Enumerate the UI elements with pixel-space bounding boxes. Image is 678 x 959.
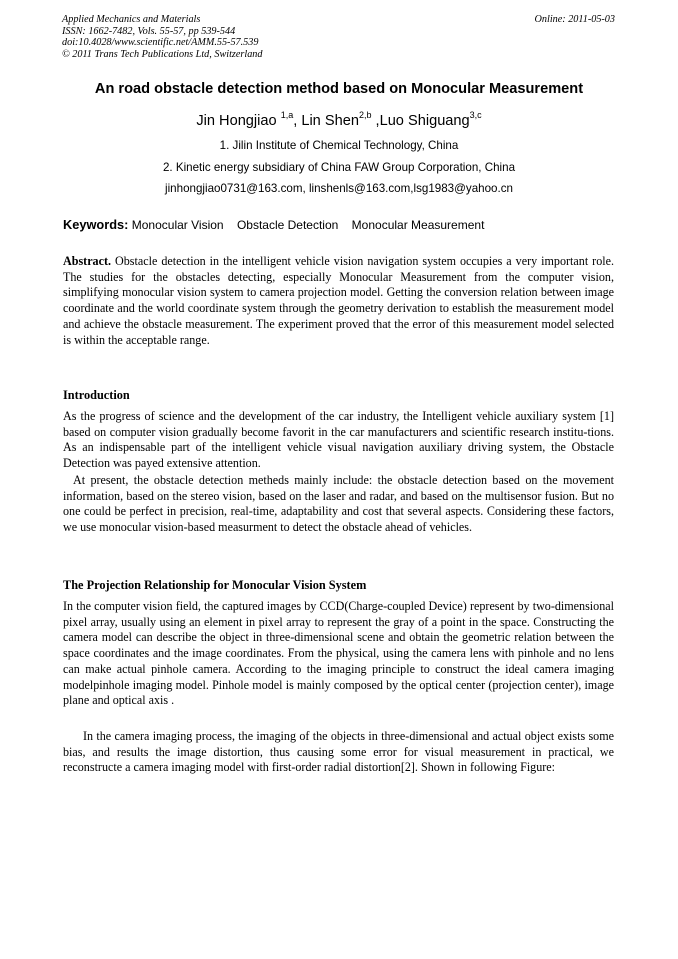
author-2: , Lin Shen — [293, 113, 359, 129]
author-1: Jin Hongjiao — [196, 113, 281, 129]
keyword-term: Monocular Vision — [131, 218, 224, 232]
affiliation-1: 1. Jilin Institute of Chemical Technology, China — [219, 139, 459, 152]
online-date: Online: 2011-05-03 — [534, 14, 615, 25]
introduction-paragraph-2: At present, the obstacle detection metheds mainly include: the obstacle detection based on the movement information, based on the stereo vision, based on the laser and radar, and based on the multisensor fusion. But no one could be perfect in precision, real-time, adaptability and cost that several aspects. Considering these factors, we use monocular vision-based measurment to detect the obstacle ahead of vehicles. — [63, 473, 614, 535]
keyword-term: Obstacle Detection — [236, 218, 339, 232]
abstract — [63, 254, 614, 348]
projection-paragraph-2: In the camera imaging process, the imaging of the objects in three-dimensional and actual object exists some bias, and results the image distortion, thus causing some error for visual measurement in practical, we reconstructe a camera imaging model with first-order radial distortion[2]. Shown in following Figure: — [63, 729, 614, 775]
author-1-affil: 1,a — [280, 110, 294, 120]
abstract-label: Abstract. — [63, 254, 112, 268]
journal-name: Applied Mechanics and Materials — [62, 14, 201, 25]
affiliation-2: 2. Kinetic energy subsidiary of China FAW Group Corporation, China — [162, 161, 516, 174]
keywords — [63, 217, 623, 232]
doi-line: doi:10.4028/www.scientific.net/AMM.55-57.539 — [62, 37, 259, 48]
paper-title: An road obstacle detection method based on Monocular Measurement — [94, 81, 584, 97]
author-emails: jinhongjiao0731@163.com, linshenls@163.com,lsg1983@yahoo.cn — [165, 182, 513, 195]
section-heading-projection: The Projection Relationship for Monocular Vision System — [63, 578, 367, 592]
keyword-term: Monocular Measurement — [351, 218, 485, 232]
projection-paragraph-1: In the computer vision field, the captured images by CCD(Charge-coupled Device) represent by two-dimensional pixel array, usually using an element in pixel array to represent the gray of a point in the space. Constructing the camera model can describe the object in three-dimensional scene and obtain the geometric relation between the space coordinates and the image coordinates. From the physical, using the camera lens with pinhole and no lens can make actual pinhole camera. According to the imaging principle to construct the ideal camera imaging modelpinhole imaging model. Pinhole model is mainly composed by the optical center (projection center), image plane and optical axis . — [63, 599, 614, 708]
author-line — [30, 110, 648, 129]
section-heading-introduction: Introduction — [63, 388, 130, 402]
author-2-affil: 2,b — [358, 110, 372, 120]
author-3-affil: 3,c — [469, 110, 482, 120]
author-3: ,Luo Shiguang — [371, 113, 470, 129]
introduction-paragraph-1: As the progress of science and the development of the car industry, the Intelligent vehicle auxiliary system [1] based on computer vision gradually become favorit in the car manufacturers and scientific research institu-tions. As an indispensable part of the intelligent vehicle visual navigation auxiliary driving system, the Obstacle Detection was payed extensive attention. — [63, 409, 614, 471]
abstract-text: Obstacle detection in the intelligent vehicle vision navigation system occupies a very important role. The studies for the obstacles detecting, especially Monocular Measurement from the computer vision, simplifying monocular vision system to camera projection model. Getting the conversion relation between image coordinate and the world coordinate system through the geometry derivation to establish the measurement model and achieve the obstacle measurement. The experiment proved that the error of this measurement model selected is within the acceptable range. — [63, 254, 614, 347]
issn-line: ISSN: 1662-7482, Vols. 55-57, pp 539-544 — [62, 25, 236, 37]
keywords-label: Keywords: — [63, 217, 129, 232]
journal-header — [62, 14, 615, 60]
copyright-line: © 2011 Trans Tech Publications Ltd, Switzerland — [62, 48, 263, 60]
